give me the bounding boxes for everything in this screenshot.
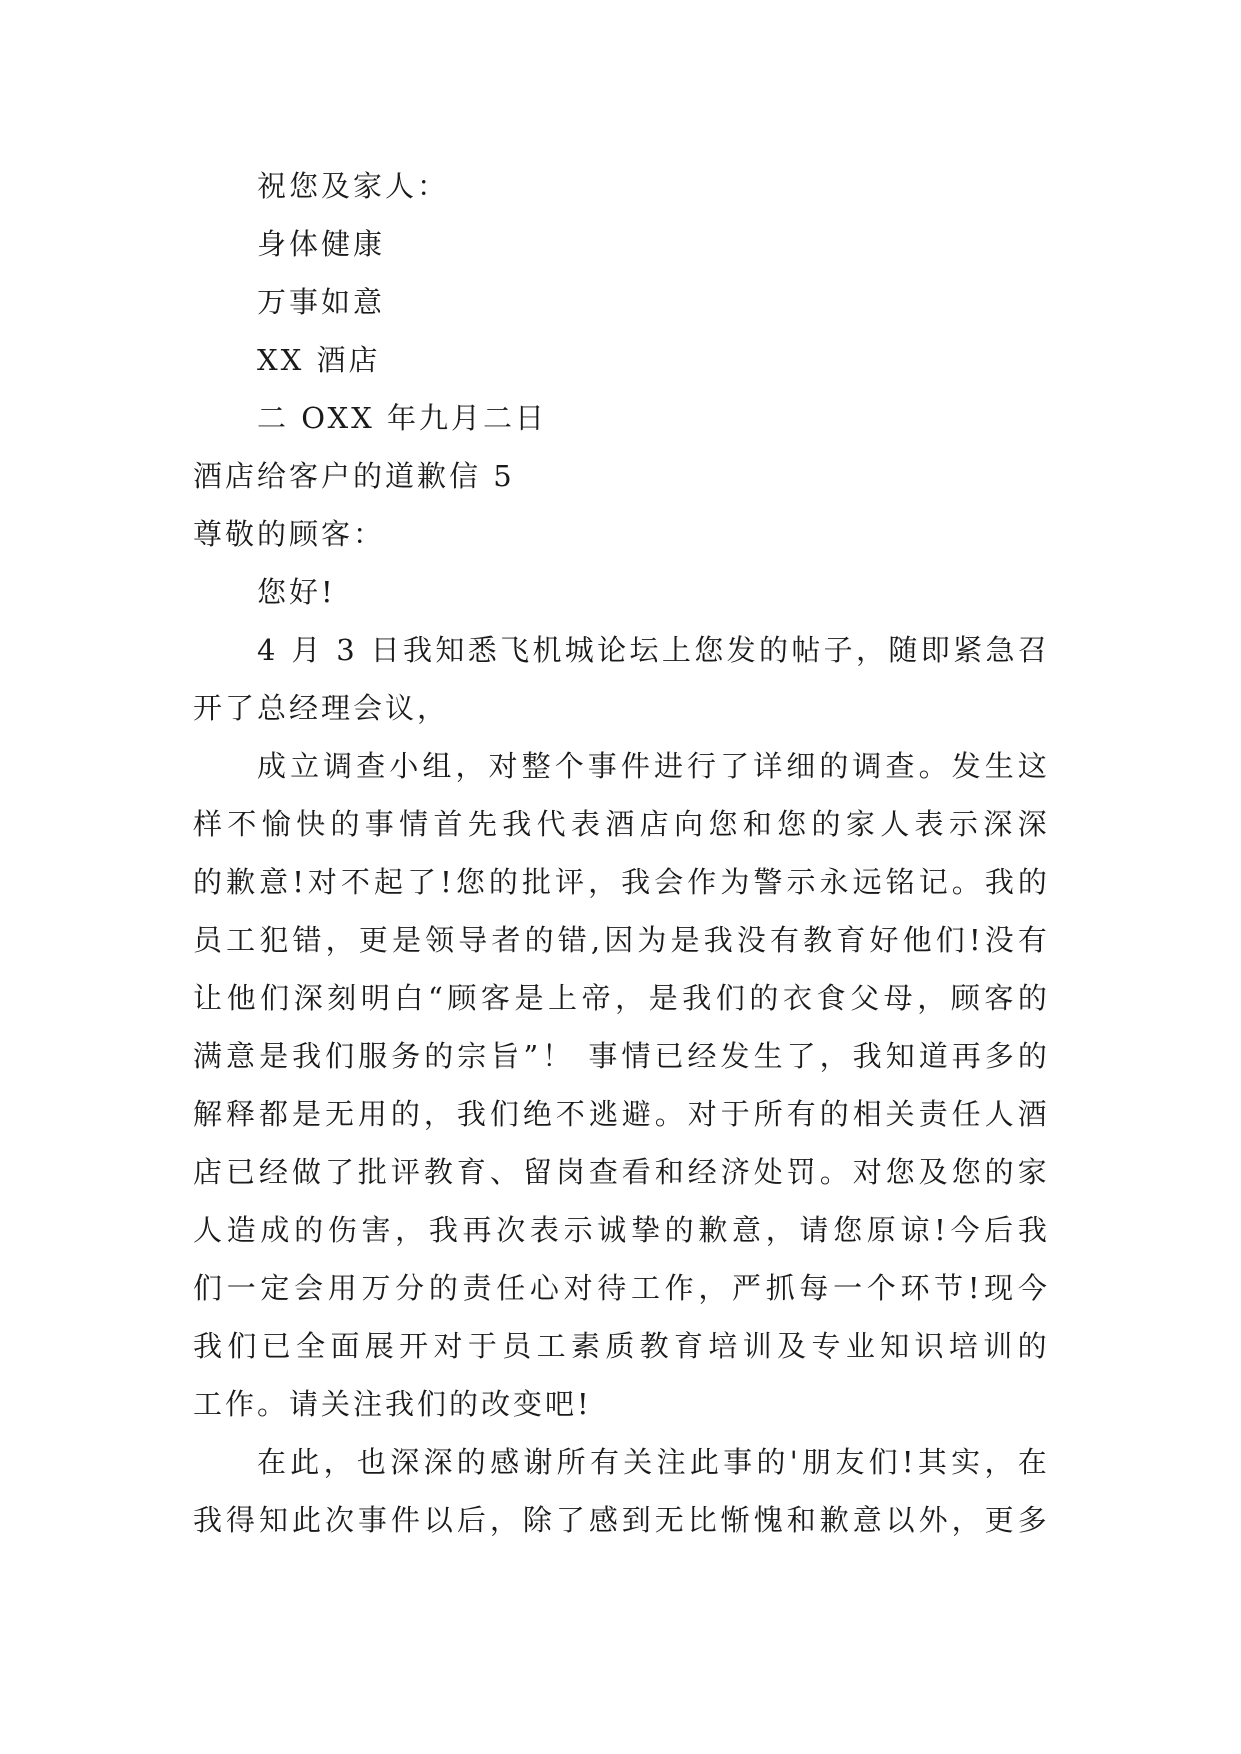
paragraph2-line: 的 歉 意 ! 对 不 起 了 ! 您 的 批 评 ， 我 会 作 为 警 示 永 远 铭 记 。 我 的 [193, 865, 1050, 899]
paragraph3-line: 我 得 知 此 次 事 件 以 后 ， 除 了 感 到 无 比 惭 愧 和 歉 意 以 外 ， 更 多 [193, 1503, 1050, 1537]
paragraph2-line: 员 工 犯 错 ， 更 是 领 导 者 的 错 , 因 为 是 我 没 有 教 育 好 他 们 ! 没 有 [193, 923, 1050, 957]
paragraph2-line: 店 已 经 做 了 批 评 教 育 、 留 岗 查 看 和 经 济 处 罚 。 对 您 及 您 的 家 [193, 1155, 1050, 1189]
paragraph2-line: 人 造 成 的 伤 害 ， 我 再 次 表 示 诚 挚 的 歉 意 ， 请 您 原 谅 ! 今 后 我 [193, 1213, 1050, 1247]
closing-fortune: 万事如意 [257, 285, 386, 319]
paragraph2-line: 满 意 是 我 们 服 务 的 宗 旨 ” ！ 事 情 已 经 发 生 了 ， 我 知 道 再 多 的 [193, 1039, 1050, 1073]
paragraph2-line: 让 他 们 深 刻 明 白 “ 顾 客 是 上 帝 ， 是 我 们 的 衣 食 父 母 ， 顾 客 的 [193, 981, 1050, 1015]
paragraph1-line: 4 月 3 日 我 知 悉 飞 机 城 论 坛 上 您 发 的 帖 子 ， 随 即 紧 急 召 [257, 633, 1050, 667]
closing-wish: 祝您及家人： [257, 169, 450, 203]
paragraph2-line: 工作。请关注我们的改变吧! [193, 1387, 592, 1421]
letter-greeting: 您好! [257, 575, 336, 609]
paragraph2-line: 们 一 定 会 用 万 分 的 责 任 心 对 待 工 作 ， 严 抓 每 一 个 环 节 ! 现 今 [193, 1271, 1050, 1305]
paragraph2-line: 成 立 调 查 小 组 ， 对 整 个 事 件 进 行 了 详 细 的 调 查 。 发 生 这 [257, 749, 1050, 783]
paragraph1-line: 开了总经理会议， [193, 691, 450, 725]
letter-salutation: 尊敬的顾客： [193, 517, 386, 551]
closing-signature: XX 酒店 [257, 343, 381, 377]
closing-date: 二 OXX 年九月二日 [257, 401, 547, 435]
paragraph2-line: 我 们 已 全 面 展 开 对 于 员 工 素 质 教 育 培 训 及 专 业 知 识 培 训 的 [193, 1329, 1050, 1363]
paragraph2-line: 解 释 都 是 无 用 的 ， 我 们 绝 不 逃 避 。 对 于 所 有 的 相 关 责 任 人 酒 [193, 1097, 1050, 1131]
paragraph3-line: 在 此 ， 也 深 深 的 感 谢 所 有 关 注 此 事 的 ' 朋 友 们 ! 其 实 ， 在 [257, 1445, 1050, 1479]
letter-title: 酒店给客户的道歉信 5 [193, 459, 515, 493]
closing-health: 身体健康 [257, 227, 386, 261]
paragraph2-line: 样 不 愉 快 的 事 情 首 先 我 代 表 酒 店 向 您 和 您 的 家 人 表 示 深 深 [193, 807, 1050, 841]
